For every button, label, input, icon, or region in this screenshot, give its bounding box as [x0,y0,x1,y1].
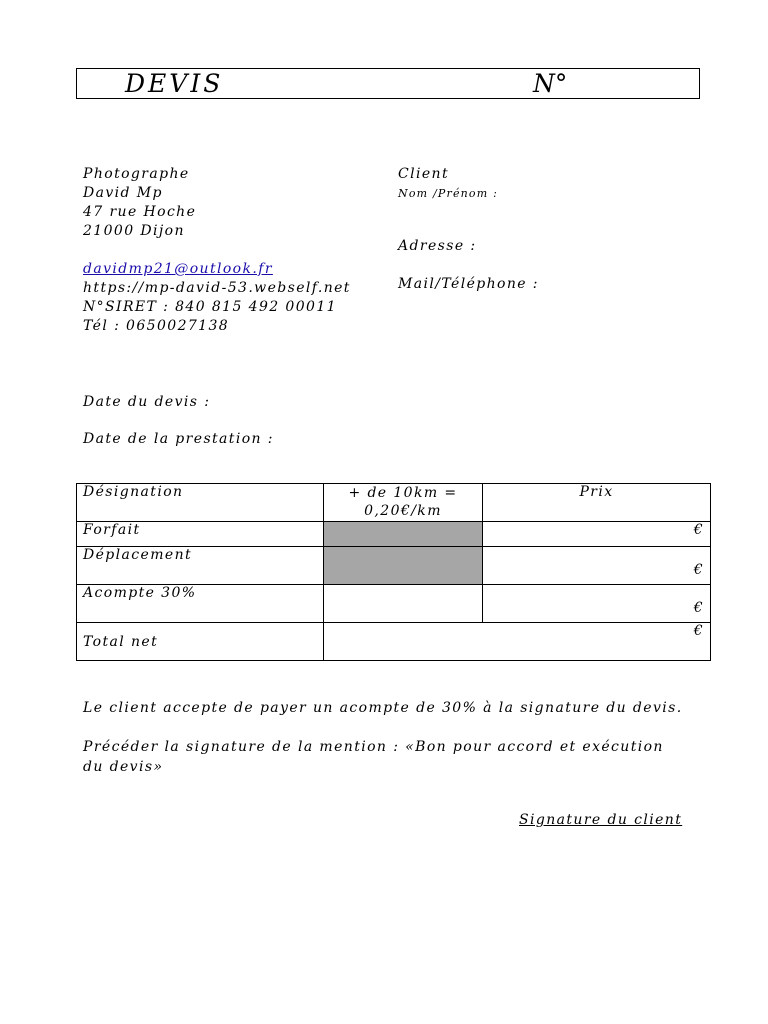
row-label: Total net [77,623,324,661]
travel-cell[interactable] [324,585,483,623]
row-label: Déplacement [77,547,324,585]
table-row-deplacement [77,547,711,585]
shaded-cell [324,522,483,547]
table-row-forfait [77,522,711,547]
provider-info [83,165,351,336]
header-travel-rate: + de 10km = 0,20€/km [324,484,483,522]
client-address-label: Adresse : [398,238,477,254]
provider-phone: Tél : 0650027138 [83,318,230,334]
total-price-cell[interactable]: € [324,623,711,661]
header-price: Prix [483,484,711,522]
provider-role: Photographe [83,166,190,182]
quote-date-label: Date du devis : [83,394,211,410]
table-header-row [77,484,711,522]
deposit-terms: Le client accepte de payer un acompte de 30% à la signature du devis. [83,700,683,716]
service-date-label: Date de la prestation : [83,431,274,447]
provider-website: https://mp-david-53.webself.net [83,280,351,296]
price-cell[interactable]: € [483,585,711,623]
quote-table [76,483,711,661]
row-label: Acompte 30% [77,585,324,623]
client-name-label: Nom /Prénom : [398,187,498,200]
row-label: Forfait [77,522,324,547]
price-cell[interactable]: € [483,547,711,585]
shaded-cell [324,547,483,585]
provider-city: 21000 Dijon [83,223,185,239]
client-contact-label: Mail/Téléphone : [398,276,539,292]
provider-siret: N°SIRET : 840 815 492 00011 [83,299,337,315]
header-designation: Désignation [77,484,324,522]
provider-email-link[interactable]: davidmp21@outlook.fr [83,261,273,277]
signature-label: Signature du client [519,812,683,828]
provider-name: David Mp [83,185,163,201]
quote-number-label: N° [533,69,568,98]
price-cell[interactable]: € [483,522,711,547]
client-info [398,165,539,294]
table-row-total [77,623,711,661]
quote-header [76,68,700,99]
client-title: Client [398,166,449,182]
table-row-acompte [77,585,711,623]
provider-street: 47 rue Hoche [83,204,197,220]
document-title: DEVIS [125,69,224,98]
signature-mention: Précéder la signature de la mention : «Bon pour accord et exécution du devis» [83,739,664,775]
